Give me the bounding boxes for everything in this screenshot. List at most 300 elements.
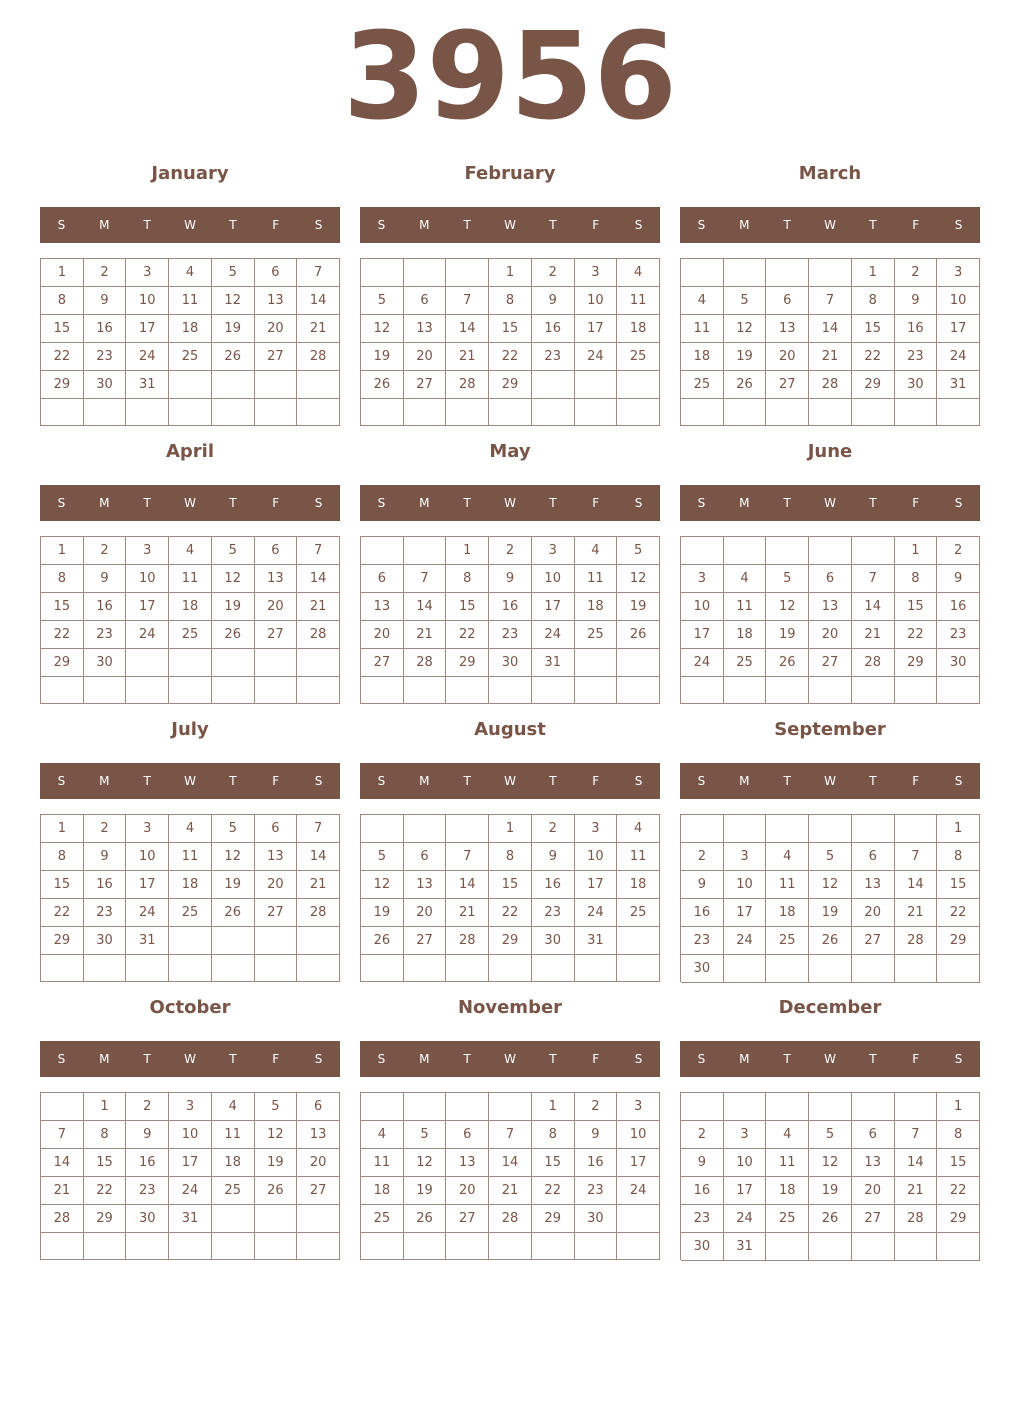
day-cell: [766, 259, 809, 287]
day-cell: 27: [361, 649, 404, 677]
day-cell: 16: [575, 1149, 618, 1177]
month-name: July: [171, 719, 209, 740]
day-cell: 10: [575, 287, 618, 315]
day-cell: 17: [617, 1149, 660, 1177]
day-cell: 30: [895, 371, 938, 399]
day-cell: [809, 955, 852, 983]
weekday-label: T: [783, 1052, 791, 1066]
day-cell: 29: [489, 371, 532, 399]
day-cell: 18: [212, 1149, 255, 1177]
day-cell: 8: [852, 287, 895, 315]
day-cell: 21: [297, 871, 340, 899]
day-cell: 29: [852, 371, 895, 399]
weekday-label: F: [912, 1052, 920, 1066]
day-cell: 4: [361, 1121, 404, 1149]
day-cell: 12: [212, 843, 255, 871]
day-cell: [681, 399, 724, 426]
day-cell: [212, 677, 255, 704]
day-cell: 25: [766, 1205, 809, 1233]
day-cell: 12: [809, 871, 852, 899]
day-cell: 30: [489, 649, 532, 677]
day-cell: 20: [766, 343, 809, 371]
day-cell: 3: [575, 259, 618, 287]
day-cell: 14: [489, 1149, 532, 1177]
day-cell: 20: [255, 315, 298, 343]
weekday-label: S: [377, 496, 386, 510]
weekday-label: M: [739, 218, 750, 232]
day-cell: 12: [404, 1149, 447, 1177]
month-name: December: [778, 997, 882, 1018]
month-name: March: [798, 163, 862, 184]
day-cell: [617, 677, 660, 704]
weekday-label: T: [549, 774, 557, 788]
day-cell: [361, 955, 404, 982]
day-cell: 29: [84, 1205, 127, 1233]
day-cell: [297, 371, 340, 399]
day-cell: 5: [212, 259, 255, 287]
day-cell: 8: [446, 565, 489, 593]
day-cell: 11: [681, 315, 724, 343]
day-cell: [404, 955, 447, 982]
day-cell: 20: [852, 1177, 895, 1205]
day-cell: [724, 259, 767, 287]
day-cell: [404, 399, 447, 426]
day-cell: 10: [724, 871, 767, 899]
day-cell: 7: [41, 1121, 84, 1149]
month-name: May: [489, 441, 531, 462]
day-cell: [126, 399, 169, 426]
weekday-label: T: [869, 774, 877, 788]
day-cell: [532, 1233, 575, 1260]
weekday-label: T: [143, 1052, 151, 1066]
day-cell: [937, 1233, 980, 1261]
day-cell: 2: [575, 1093, 618, 1121]
day-cell: [169, 399, 212, 426]
month-name: October: [149, 997, 231, 1018]
weekday-label: S: [954, 218, 963, 232]
day-cell: 4: [212, 1093, 255, 1121]
day-cell: 21: [446, 343, 489, 371]
day-grid: [360, 258, 660, 426]
day-cell: 21: [809, 343, 852, 371]
day-cell: 23: [681, 927, 724, 955]
day-cell: 30: [84, 927, 127, 955]
day-cell: [489, 955, 532, 982]
day-cell: 27: [255, 343, 298, 371]
month-name: January: [151, 163, 229, 184]
day-cell: 15: [532, 1149, 575, 1177]
day-cell: [169, 677, 212, 704]
day-cell: 17: [681, 621, 724, 649]
day-cell: 19: [212, 315, 255, 343]
day-cell: 26: [809, 927, 852, 955]
weekday-label: F: [592, 496, 600, 510]
day-cell: 26: [361, 371, 404, 399]
day-cell: 3: [169, 1093, 212, 1121]
weekday-label: W: [504, 496, 516, 510]
day-cell: 22: [41, 343, 84, 371]
day-cell: 16: [84, 593, 127, 621]
day-cell: 23: [575, 1177, 618, 1205]
day-cell: 27: [255, 621, 298, 649]
day-cell: [532, 955, 575, 982]
day-cell: 17: [724, 1177, 767, 1205]
day-cell: 23: [532, 343, 575, 371]
day-cell: [169, 371, 212, 399]
day-cell: [361, 537, 404, 565]
day-cell: 7: [404, 565, 447, 593]
day-cell: 2: [681, 1121, 724, 1149]
day-cell: [169, 649, 212, 677]
day-cell: 6: [255, 815, 298, 843]
day-cell: 13: [255, 287, 298, 315]
day-cell: [84, 399, 127, 426]
day-cell: 11: [617, 287, 660, 315]
day-cell: 23: [489, 621, 532, 649]
weekday-label: T: [783, 774, 791, 788]
day-cell: 22: [446, 621, 489, 649]
weekday-label: T: [229, 1052, 237, 1066]
day-cell: 1: [852, 259, 895, 287]
day-cell: 16: [895, 315, 938, 343]
day-cell: 13: [446, 1149, 489, 1177]
day-cell: 11: [724, 593, 767, 621]
day-cell: 25: [617, 899, 660, 927]
weekday-label: F: [912, 774, 920, 788]
day-cell: 16: [84, 871, 127, 899]
day-cell: 19: [255, 1149, 298, 1177]
day-cell: 20: [809, 621, 852, 649]
day-cell: 12: [724, 315, 767, 343]
day-cell: 13: [852, 871, 895, 899]
weekday-header: [360, 207, 660, 243]
day-cell: 5: [212, 537, 255, 565]
day-cell: 31: [169, 1205, 212, 1233]
day-cell: 16: [489, 593, 532, 621]
day-cell: 15: [852, 315, 895, 343]
day-cell: 24: [532, 621, 575, 649]
day-cell: 20: [446, 1177, 489, 1205]
weekday-header: [680, 207, 980, 243]
day-cell: 1: [489, 815, 532, 843]
day-cell: 24: [575, 899, 618, 927]
day-cell: 28: [446, 927, 489, 955]
day-cell: 6: [404, 843, 447, 871]
weekday-label: S: [954, 774, 963, 788]
day-cell: 10: [126, 565, 169, 593]
day-cell: 11: [617, 843, 660, 871]
day-cell: 3: [575, 815, 618, 843]
day-cell: 26: [809, 1205, 852, 1233]
day-grid: [680, 536, 980, 704]
day-cell: 5: [766, 565, 809, 593]
day-cell: 29: [41, 371, 84, 399]
weekday-label: F: [272, 218, 280, 232]
weekday-label: S: [57, 218, 66, 232]
day-cell: 24: [126, 343, 169, 371]
day-cell: [809, 1093, 852, 1121]
day-cell: 19: [404, 1177, 447, 1205]
weekday-label: F: [912, 218, 920, 232]
weekday-label: M: [99, 1052, 110, 1066]
day-cell: 6: [446, 1121, 489, 1149]
day-cell: 3: [724, 1121, 767, 1149]
day-cell: 10: [937, 287, 980, 315]
day-cell: [809, 259, 852, 287]
day-cell: 7: [852, 565, 895, 593]
weekday-label: F: [272, 774, 280, 788]
weekday-label: M: [739, 774, 750, 788]
day-cell: 18: [169, 315, 212, 343]
weekday-label: W: [504, 1052, 516, 1066]
day-cell: [617, 649, 660, 677]
weekday-label: W: [184, 496, 196, 510]
day-cell: 21: [404, 621, 447, 649]
weekday-label: M: [99, 218, 110, 232]
day-cell: 15: [937, 1149, 980, 1177]
day-cell: 18: [724, 621, 767, 649]
day-cell: 17: [724, 899, 767, 927]
day-cell: [255, 677, 298, 704]
day-cell: [169, 1233, 212, 1260]
day-cell: [297, 927, 340, 955]
day-cell: 15: [41, 315, 84, 343]
day-cell: 9: [681, 1149, 724, 1177]
day-cell: [895, 955, 938, 983]
day-cell: 13: [404, 315, 447, 343]
weekday-label: S: [377, 1052, 386, 1066]
day-cell: 3: [724, 843, 767, 871]
day-cell: 22: [895, 621, 938, 649]
day-cell: 17: [169, 1149, 212, 1177]
day-cell: 26: [212, 343, 255, 371]
day-cell: 6: [404, 287, 447, 315]
day-cell: 4: [575, 537, 618, 565]
day-cell: 2: [84, 259, 127, 287]
day-cell: [809, 815, 852, 843]
day-cell: [575, 955, 618, 982]
day-cell: 7: [446, 287, 489, 315]
day-cell: 8: [84, 1121, 127, 1149]
weekday-header: [680, 763, 980, 799]
day-cell: 29: [937, 1205, 980, 1233]
day-cell: [852, 677, 895, 704]
day-cell: 13: [809, 593, 852, 621]
weekday-label: S: [697, 1052, 706, 1066]
day-cell: 21: [297, 315, 340, 343]
day-cell: 25: [169, 621, 212, 649]
day-cell: 22: [532, 1177, 575, 1205]
day-cell: 7: [297, 537, 340, 565]
day-cell: 14: [297, 565, 340, 593]
day-cell: 18: [617, 315, 660, 343]
weekday-label: W: [824, 496, 836, 510]
day-cell: 17: [126, 871, 169, 899]
day-cell: 21: [297, 593, 340, 621]
day-cell: [617, 955, 660, 982]
day-cell: 3: [681, 565, 724, 593]
day-cell: 14: [852, 593, 895, 621]
day-cell: 15: [489, 871, 532, 899]
day-cell: [532, 399, 575, 426]
day-cell: [575, 649, 618, 677]
day-cell: 30: [84, 371, 127, 399]
month-name: November: [457, 997, 563, 1018]
day-cell: 7: [895, 1121, 938, 1149]
day-cell: [681, 815, 724, 843]
day-cell: 22: [937, 899, 980, 927]
day-cell: 1: [41, 259, 84, 287]
day-cell: 25: [766, 927, 809, 955]
day-cell: [255, 927, 298, 955]
day-cell: [404, 1233, 447, 1260]
day-cell: 6: [361, 565, 404, 593]
day-cell: 4: [169, 537, 212, 565]
day-cell: 6: [255, 259, 298, 287]
day-cell: 20: [297, 1149, 340, 1177]
day-cell: 1: [84, 1093, 127, 1121]
weekday-label: M: [419, 774, 430, 788]
weekday-label: F: [272, 1052, 280, 1066]
day-cell: 6: [255, 537, 298, 565]
day-cell: 10: [681, 593, 724, 621]
weekday-label: W: [184, 774, 196, 788]
day-cell: 20: [852, 899, 895, 927]
weekday-label: S: [634, 218, 643, 232]
weekday-label: M: [99, 496, 110, 510]
day-cell: 29: [446, 649, 489, 677]
weekday-label: S: [697, 496, 706, 510]
day-cell: 20: [404, 899, 447, 927]
weekday-label: S: [314, 496, 323, 510]
day-cell: 27: [852, 1205, 895, 1233]
day-cell: [255, 371, 298, 399]
day-cell: 18: [361, 1177, 404, 1205]
day-cell: 6: [809, 565, 852, 593]
weekday-header: [680, 485, 980, 521]
day-cell: 22: [84, 1177, 127, 1205]
weekday-header: [360, 485, 660, 521]
day-cell: 15: [41, 871, 84, 899]
day-cell: 9: [575, 1121, 618, 1149]
day-cell: 26: [404, 1205, 447, 1233]
day-cell: 15: [937, 871, 980, 899]
day-cell: 9: [681, 871, 724, 899]
day-cell: 12: [617, 565, 660, 593]
day-cell: 14: [895, 1149, 938, 1177]
weekday-label: T: [463, 218, 471, 232]
day-cell: 9: [84, 843, 127, 871]
day-cell: 5: [809, 843, 852, 871]
weekday-label: T: [229, 218, 237, 232]
day-cell: [212, 1205, 255, 1233]
day-cell: [446, 1093, 489, 1121]
day-cell: 25: [169, 899, 212, 927]
day-cell: [361, 399, 404, 426]
day-cell: [617, 1205, 660, 1233]
day-cell: 21: [852, 621, 895, 649]
day-cell: 5: [617, 537, 660, 565]
day-cell: 25: [212, 1177, 255, 1205]
day-cell: 29: [895, 649, 938, 677]
day-cell: 8: [489, 287, 532, 315]
day-cell: 25: [169, 343, 212, 371]
day-cell: 3: [126, 815, 169, 843]
day-cell: 27: [809, 649, 852, 677]
day-cell: [895, 815, 938, 843]
day-cell: 16: [532, 871, 575, 899]
day-cell: [446, 677, 489, 704]
day-cell: 17: [575, 871, 618, 899]
day-cell: [404, 815, 447, 843]
day-cell: 4: [681, 287, 724, 315]
weekday-label: F: [592, 218, 600, 232]
day-cell: [937, 677, 980, 704]
weekday-label: W: [184, 1052, 196, 1066]
day-cell: 26: [361, 927, 404, 955]
day-cell: 28: [895, 927, 938, 955]
day-cell: 5: [361, 287, 404, 315]
weekday-label: T: [783, 218, 791, 232]
day-cell: 30: [937, 649, 980, 677]
day-cell: 15: [41, 593, 84, 621]
day-cell: 17: [937, 315, 980, 343]
day-cell: [126, 677, 169, 704]
day-cell: [766, 677, 809, 704]
day-cell: 13: [297, 1121, 340, 1149]
day-cell: 12: [361, 315, 404, 343]
day-cell: 28: [852, 649, 895, 677]
day-grid: [40, 814, 340, 982]
weekday-label: T: [549, 218, 557, 232]
day-cell: 25: [681, 371, 724, 399]
day-cell: 2: [489, 537, 532, 565]
day-cell: [84, 955, 127, 982]
day-cell: 4: [766, 1121, 809, 1149]
weekday-label: F: [912, 496, 920, 510]
day-cell: 5: [724, 287, 767, 315]
day-cell: 28: [446, 371, 489, 399]
weekday-label: F: [592, 1052, 600, 1066]
day-cell: [255, 1233, 298, 1260]
day-cell: 4: [617, 259, 660, 287]
day-cell: 21: [895, 1177, 938, 1205]
month-name: February: [464, 163, 556, 184]
weekday-label: S: [634, 496, 643, 510]
day-cell: [446, 1233, 489, 1260]
day-cell: 19: [724, 343, 767, 371]
day-cell: 29: [41, 649, 84, 677]
day-cell: 20: [361, 621, 404, 649]
day-cell: 27: [404, 927, 447, 955]
day-cell: [212, 649, 255, 677]
day-cell: 16: [84, 315, 127, 343]
day-cell: 30: [126, 1205, 169, 1233]
day-cell: 23: [532, 899, 575, 927]
day-cell: 21: [446, 899, 489, 927]
day-cell: [404, 1093, 447, 1121]
day-cell: [255, 1205, 298, 1233]
day-cell: 7: [446, 843, 489, 871]
day-cell: 25: [361, 1205, 404, 1233]
day-cell: [404, 537, 447, 565]
day-cell: [361, 1093, 404, 1121]
day-cell: 29: [41, 927, 84, 955]
day-cell: 10: [126, 843, 169, 871]
day-cell: [361, 815, 404, 843]
day-cell: 7: [489, 1121, 532, 1149]
weekday-label: S: [954, 1052, 963, 1066]
